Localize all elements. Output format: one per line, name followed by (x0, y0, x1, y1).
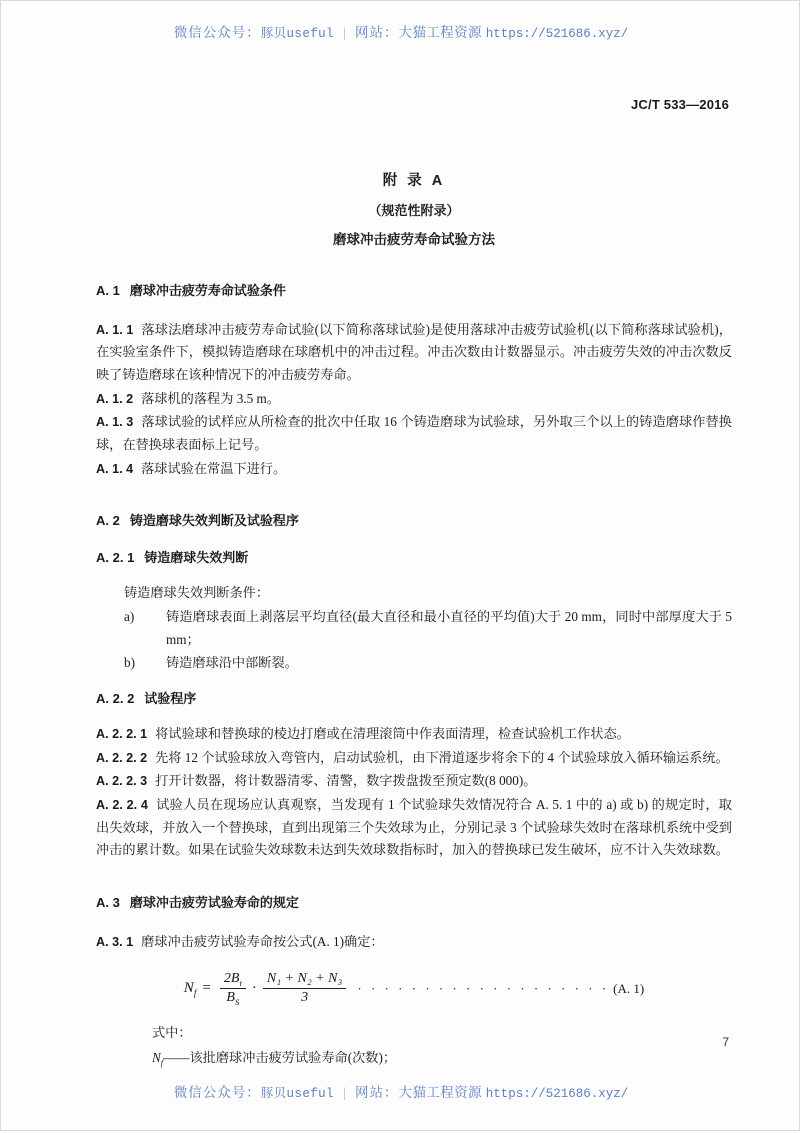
formula-fraction-one-denominator: $B_S$ (226, 990, 240, 1008)
clause-number-a2: A. 2 (96, 513, 120, 529)
list-text-a: 铸造磨球表面上剥落层平均直径(最大直径和最小直径的平均值)大于 20 mm，同时中部厚度大于 5 mm； (166, 609, 732, 647)
watermark-site-label: 网站： (355, 1085, 399, 1100)
watermark-wechat-label: 微信公众号： (173, 1085, 261, 1100)
formula-where-item-nf (96, 1047, 732, 1071)
formula-fraction-one-numerator: $2B_t$ (220, 971, 246, 989)
paragraph-a224 (96, 794, 732, 862)
paragraph-a31 (96, 931, 732, 954)
watermark-url: https://521686.xyz/ (485, 1087, 629, 1101)
paragraph-number-a224: A. 2. 2. 4 (96, 798, 148, 813)
formula-lhs-variable: $N_f$ (183, 980, 197, 1000)
spacer (96, 498, 732, 512)
subclause-text-a22: 试验程序 (144, 691, 197, 707)
subclause-heading-a21 (96, 549, 732, 567)
formula-a1 (96, 971, 732, 1006)
watermark-separator: | (342, 25, 347, 40)
formula-where-label: 式中： (152, 1025, 192, 1041)
document-content (96, 169, 732, 1071)
paragraph-number-a221: A. 2. 2. 1 (96, 726, 148, 741)
list-marker-b: b) (124, 654, 135, 670)
annex-kind: （规范性附录） (368, 203, 460, 218)
annex-subject: 磨球冲击疲劳寿命试验方法 (333, 232, 495, 247)
clause-text-a1: 磨球冲击疲劳寿命试验条件 (129, 283, 286, 298)
paragraph-text-a111: 落球法磨球冲击疲劳寿命试验(以下简称落球试验)是使用落球冲击疲劳试验机(以下简称落球试验机)，在实验室条件下，模拟铸造磨球在球磨机中的冲击过程。冲击次数由计数器显示。冲击疲劳失效的冲击次数反映了铸造磨球在该种情况下的冲击疲劳寿命。 (96, 321, 732, 382)
paragraph-a21-intro: 铸造磨球失效判断条件： (124, 584, 270, 600)
paragraph-number-a222: A. 2. 2. 2 (96, 750, 148, 765)
failure-criteria-list (96, 606, 732, 674)
formula-equals-sign: = (202, 980, 211, 997)
formula-where-variable: $N_f$ (152, 1050, 164, 1068)
paragraph-text-a222: 先将 12 个试验球放入弯管内，启动试验机，由下滑道逐步将余下的 4 个试验球放入循环输运系统。 (155, 749, 729, 765)
clause-text-a2: 铸造磨球失效判断及试验程序 (129, 513, 299, 529)
paragraph-a222 (96, 747, 732, 770)
paragraph-number-a111: A. 1. 1 (96, 322, 134, 337)
paragraph-text-a224: 试验人员在现场应认真观察，当发现有 1 个试验球失效情况符合 A. 5. 1 中的 a) 或 b) 的规定时，取出失效球，并放入一个替换球，直到出现第三个失效球为止，分别记录 3 个试验球失效时在落球机系统中受到冲击的累计数。如果在试验失效球数未达到失效球数指标时，加入的替换球已发生破坏，应不计入失效球数。 (96, 797, 732, 858)
formula-fraction-two-denominator: 3 (301, 990, 309, 1006)
paragraph-a113 (96, 411, 732, 456)
watermark-wechat-value: 豚贝useful (260, 1087, 334, 1101)
paragraph-text-a113: 落球试验的试样应从所检查的批次中任取 16 个铸造磨球为试验球，另外取三个以上的铸造磨球作替换球，在替换球表面标上记号。 (96, 414, 732, 453)
paragraph-a114 (96, 458, 732, 481)
paragraph-a223 (96, 770, 732, 793)
list-text-b: 铸造磨球沿中部断裂。 (166, 654, 298, 670)
list-item (124, 652, 732, 675)
paragraph-text-a221: 将试验球和替换球的棱边打磨或在清理滚筒中作表面清理，检查试验机工作状态。 (155, 725, 630, 741)
subclause-text-a21: 铸造磨球失效判断 (144, 550, 249, 566)
paragraph-number-a114: A. 1. 4 (96, 461, 134, 476)
paragraph-text-a112: 落球机的落程为 3.5 m。 (141, 390, 280, 406)
paragraph-number-a112: A. 1. 2 (96, 391, 134, 406)
watermark-wechat-value: 豚贝useful (260, 27, 334, 41)
formula-expression (184, 971, 350, 1006)
formula-where-description: ——该批磨球冲击疲劳试验寿命(次数)； (163, 1050, 397, 1066)
watermark-top (1, 21, 800, 41)
paragraph-text-a223: 打开计数器，将计数器清零、清警，数字拨盘拨至预定数(8 000)。 (155, 773, 537, 789)
standard-number: JC/T 533—2016 (631, 97, 729, 112)
spacer (96, 880, 732, 894)
list-item (124, 606, 732, 651)
formula-fraction-two (263, 971, 347, 1006)
watermark-wechat-label: 微信公众号： (173, 25, 261, 40)
paragraph-number-a113: A. 1. 3 (96, 415, 134, 430)
subclause-number-a22: A. 2. 2 (96, 691, 135, 707)
watermark-url: https://521686.xyz/ (485, 27, 629, 41)
paragraph-text-a31: 磨球冲击疲劳试验寿命按公式(A. 1)确定： (141, 933, 384, 949)
watermark-bottom (1, 1081, 800, 1101)
paragraph-a221 (96, 723, 732, 746)
list-marker-a: a) (124, 609, 135, 625)
watermark-site-value: 大猫工程资源 (398, 1085, 482, 1100)
page-number: 7 (722, 1035, 729, 1049)
clause-heading-a3 (96, 894, 732, 912)
clause-number-a1: A. 1 (96, 283, 120, 298)
formula-fraction-one (220, 971, 246, 1006)
clause-heading-a1 (96, 282, 732, 300)
formula-leader-dots: · · · · · · · · · · · · · · · · · · · (357, 980, 610, 996)
formula-reference: (A. 1) (613, 980, 645, 996)
paragraph-a111 (96, 319, 732, 387)
paragraph-number-a223: A. 2. 2. 3 (96, 774, 148, 789)
subclause-number-a21: A. 2. 1 (96, 550, 135, 566)
paragraph-a112 (96, 388, 732, 411)
clause-number-a3: A. 3 (96, 895, 120, 911)
paragraph-number-a31: A. 3. 1 (96, 934, 134, 949)
watermark-site-label: 网站： (355, 25, 399, 40)
subclause-heading-a22 (96, 690, 732, 708)
clause-text-a3: 磨球冲击疲劳试验寿命的规定 (129, 895, 299, 911)
paragraph-text-a114: 落球试验在常温下进行。 (141, 460, 287, 476)
watermark-site-value: 大猫工程资源 (398, 25, 482, 40)
formula-multiply-operator: · (251, 980, 257, 997)
watermark-separator: | (342, 1085, 347, 1100)
annex-title: 附 录 A (382, 173, 446, 189)
clause-heading-a2 (96, 512, 732, 530)
formula-fraction-two-numerator: N₁ + N₂ + N₃ (263, 971, 347, 989)
